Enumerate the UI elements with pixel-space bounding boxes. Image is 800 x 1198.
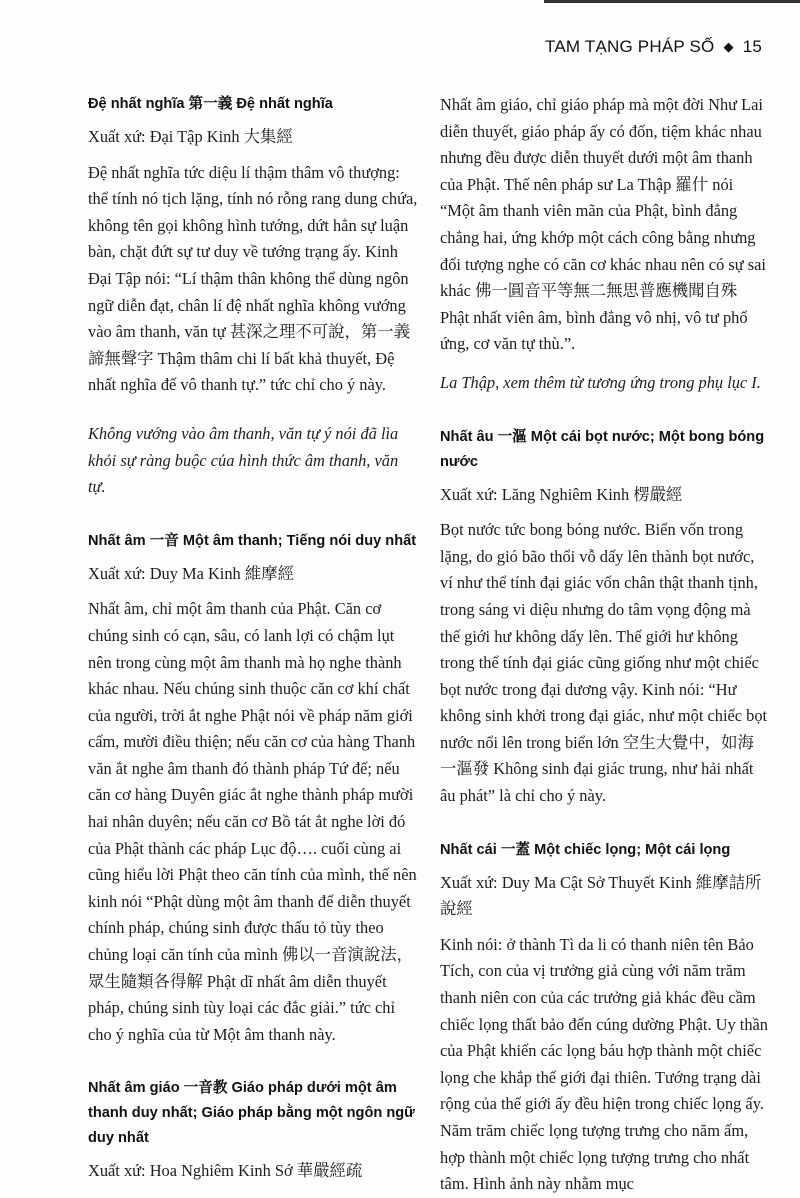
entry-heading: Nhất âu 一漚 Một cái bọt nước; Một bong bóng nước (440, 428, 765, 470)
entry-source: Xuất xứ: Duy Ma Kinh 維摩經 (88, 563, 295, 583)
entry-body: Nhất âm, chỉ một âm thanh của Phật. Căn cơ chúng sinh có cạn, sâu, có lanh lợi có chậm lụt nên trong cùng một âm thanh mà họ nghe thành khác nhau. Nếu chúng sinh thuộc căn cơ khí chất của người, trời ắt nghe Phật nói về pháp năm giới cấm, mười điều thiện; nếu căn cơ của hàng Thanh văn ắt nghe âm thanh đó thành pháp Tứ đế; nếu căn cơ hàng Duyên giác ắt nghe thành pháp mười hai nhân duyên; nếu căn cơ Bồ tát ắt nghe lời đó của Phật thành các pháp Lục độ…. cuối cùng ai cũng hiểu lời Phật theo căn tính của mình, thế nên kinh nói “Phật dùng một âm thanh để diễn thuyết chính pháp, chúng sinh được thấu tỏ tùy theo chủng loại căn tính của mình 佛以一音演說法，眾生隨類各得解 Phật dĩ nhất âm diễn thuyết pháp, chúng sinh tùy loại các đắc giải.” tức chỉ cho ý nghĩa của từ Một âm thanh này. (88, 599, 417, 1044)
entry-heading: Nhất cái 一蓋 Một chiếc lọng; Một cái lọng (440, 841, 731, 858)
entry-body: Nhất âm giáo, chỉ giáo pháp mà một đời Như Lai diễn thuyết, giáo pháp ấy có đốn, tiệm khác nhau nhưng đều được diễn thuyết dưới một âm thanh của Phật. Thế nên pháp sư La Thập 羅什 nói “Một âm thanh viên mãn của Phật, bình đẳng chẳng hai, ứng khớp một cách công bằng nhưng đối tượng nghe có căn cơ khác nhau nên có sự sai khác 佛一圓音平等無二無思普應機聞自殊 Phật nhất viên âm, bình đẳng vô nhị, vô tư phổ ứng, cơ văn tự thù.”. (440, 95, 766, 354)
entry-source: Xuất xứ: Hoa Nghiêm Kinh Sớ 華嚴經疏 (88, 1161, 363, 1181)
right-column (440, 92, 770, 1198)
entry-note: La Thập, xem thêm từ tương ứng trong phụ lục I. (440, 372, 761, 392)
entry-nhat-am-giao (88, 1076, 418, 1185)
top-rule (0, 0, 800, 3)
entry-de-nhat-nghia (88, 92, 418, 501)
page-number: 15 (742, 37, 762, 56)
entry-note: Không vướng vào âm thanh, văn tự ý nói đã lìa khỏi sự ràng buộc của hình thức âm thanh, văn tự. (88, 423, 399, 497)
entry-nhat-au (440, 425, 770, 810)
left-column (88, 92, 418, 1194)
entry-nhat-am-giao-continued (440, 92, 770, 397)
entry-body: Bọt nước tức bong bóng nước. Biển vốn trong lặng, do gió bão thổi vỗ dấy lên thành bọt nước, ví như thể tính đại giác vốn chân thật thanh tịnh, trong sáng vi diệu nhưng do tâm vọng động mà thế giới hư không dấy lên. Thế giới hư không trong thể tính đại giác cũng giống như một chiếc bọt nước trong đại dương vậy. Kinh nói: “Hư không sinh khởi trong đại giác, như một chiếc bọt nước nổi lên trong biển lớn 空生大覺中，如海一漚發 Không sinh đại giác trung, như hải nhất âu phát” là chỉ cho ý này. (440, 520, 768, 806)
running-header-title: TAM TẠNG PHÁP SỐ (545, 37, 715, 56)
entry-heading: Nhất âm 一音 Một âm thanh; Tiếng nói duy nhất (88, 532, 417, 549)
entry-source: Xuất xứ: Duy Ma Cật Sở Thuyết Kinh 維摩詰所說經 (440, 872, 762, 919)
entry-body: Kinh nói: ở thành Tì da li có thanh niên tên Bảo Tích, con của vị trưởng giả cùng với năm trăm thanh niên con của các trưởng giả khác đều cầm chiếc lọng thất bảo đến cúng dường Phật. Uy thần của Phật khiến các lọng báu hợp thành một chiếc lọng che khắp thế giới đại thiên. Tướng trạng dài rộng của thế giới ấy đều hiện trong chiếc lọng ấy. Năm trăm chiếc lọng tượng trưng cho năm ấm, hợp thành một chiếc lọng tượng trưng cho nhất tâm. Hình ảnh này nhằm mục (440, 934, 768, 1194)
entry-body: Đệ nhất nghĩa tức diệu lí thậm thâm vô thượng: thể tính nó tịch lặng, tính nó rỗng rang dung chứa, không tên gọi không hình tướng, dứt hẳn sự luận bàn, chặt đứt sự tư duy về tướng trạng ấy. Kinh Đại Tập nói: “Lí thậm thân không thể dùng ngôn ngữ diễn đạt, chân lí đệ nhất nghĩa không vướng vào âm thanh, văn tự 甚深之理不可說，第一義諦無聲字 Thậm thâm chi lí bất khả thuyết, Đệ nhất nghĩa đế vô thanh tự.” tức chỉ cho ý này. (88, 162, 418, 395)
entry-source: Xuất xứ: Đại Tập Kinh 大集經 (88, 127, 293, 146)
running-header (545, 37, 762, 57)
diamond-icon: ◆ (723, 39, 734, 54)
entry-nhat-am (88, 529, 418, 1049)
entry-nhat-cai (440, 838, 770, 1198)
entry-source: Xuất xứ: Lăng Nghiêm Kinh 楞嚴經 (440, 484, 683, 504)
entry-heading: Nhất âm giáo 一音教 Giáo pháp dưới một âm thanh duy nhất; Giáo pháp bằng một ngôn ngữ duy nhất (88, 1080, 415, 1147)
entry-heading: Đệ nhất nghĩa 第一義 Đệ nhất nghĩa (88, 96, 333, 112)
